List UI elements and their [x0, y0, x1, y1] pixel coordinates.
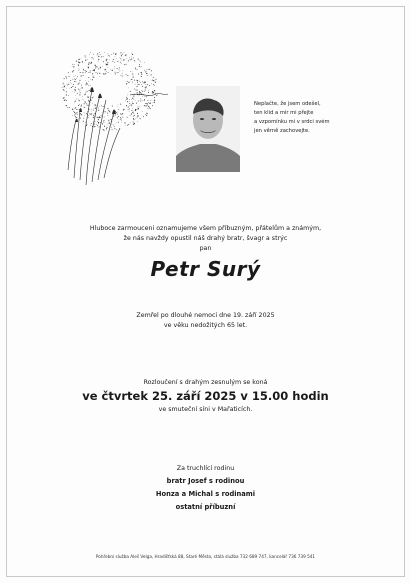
- verse-line: jen věrně zachovejte.: [254, 128, 310, 134]
- funeral-service-footer: Pohřební služba Aleš Velga, Hradišťská 88, Staré Město, stálá služba 732 689 747, kancelář 736 739 541: [95, 554, 316, 559]
- death-line: ve věku nedožitých 65 let.: [163, 322, 248, 329]
- portrait-photo: [176, 86, 240, 172]
- mourners-intro: Za truchlící rodinu: [176, 465, 235, 472]
- farewell-date-time: ve čtvrtek 25. září 2025 v 15.00 hodin: [82, 389, 329, 403]
- death-line: Zemřel po dlouhé nemoci dne 19. září 2025: [136, 312, 275, 319]
- sun-reeds-illustration: [30, 50, 180, 200]
- mourner-name: ostatní příbuzní: [175, 503, 236, 511]
- mourner-name: bratr Josef s rodinou: [166, 477, 245, 485]
- deceased-name: Petr Surý: [150, 257, 261, 281]
- intro-line: Hluboce zarmouceni oznamujeme všem příbuzným, přátelům a známým,: [89, 225, 322, 232]
- farewell-place: ve smuteční síni v Mařaticích.: [158, 406, 253, 413]
- mourner-name: Honza a Michal s rodinami: [155, 490, 256, 498]
- farewell-intro: Rozloučení s drahým zesnulým se koná: [143, 379, 268, 386]
- intro-line: pan: [199, 245, 212, 252]
- death-notice: [0, 311, 411, 331]
- mourners-list: [0, 462, 411, 514]
- verse-line: Neplačte, že jsem odešel,: [254, 101, 321, 107]
- announcement-intro: [0, 224, 411, 254]
- verse-line: a vzpomínku mi v srdci svém: [254, 119, 330, 125]
- intro-line: že nás navždy opustil náš drahý bratr, švagr a strýc: [123, 235, 288, 242]
- memorial-verse: [254, 100, 384, 136]
- verse-line: ten klid a mír mi přejte: [254, 110, 314, 116]
